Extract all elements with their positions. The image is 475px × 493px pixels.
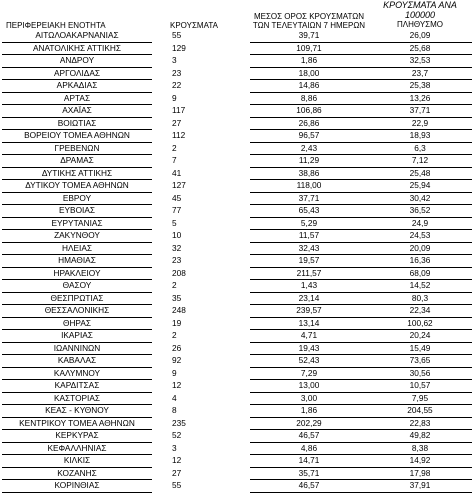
- cell-region: ΘΑΣΟΥ: [2, 280, 152, 293]
- cell-cases: 2: [172, 330, 177, 340]
- cell-region: ΘΗΡΑΣ: [2, 317, 152, 330]
- table-row: [2, 317, 472, 330]
- cell-rate: 80,3: [368, 292, 472, 305]
- table-row: [2, 55, 472, 68]
- table-row: [2, 117, 472, 130]
- cell-cases: 8: [172, 405, 177, 415]
- cell-avg: 13,00: [250, 380, 368, 393]
- cell-avg: 19,57: [250, 255, 368, 268]
- cell-cases: 9: [172, 367, 177, 378]
- cell-region: ΑΡΓΟΛΙΔΑΣ: [2, 67, 152, 80]
- table-row: [2, 305, 472, 318]
- table-row: [2, 367, 472, 380]
- cell-rate: 68,09: [368, 267, 472, 280]
- cell-avg: 96,57: [250, 130, 368, 143]
- cell-rate: 17,98: [368, 467, 472, 480]
- header-avg-line2: ΤΩΝ ΤΕΛΕΥΤΑΙΩΝ 7 ΗΜΕΡΩΝ: [252, 21, 366, 30]
- table-row: [2, 30, 472, 42]
- cell-rate: 25,94: [368, 180, 472, 193]
- cell-avg: 13,14: [250, 317, 368, 330]
- cell-rate: 20,09: [368, 242, 472, 255]
- cell-cases: 22: [172, 80, 182, 90]
- cell-rate: 8,38: [368, 442, 472, 455]
- cell-region: ΚΙΛΚΙΣ: [2, 455, 152, 468]
- cell-rate: 15,49: [368, 342, 472, 355]
- cell-cases: 9: [172, 92, 177, 103]
- cell-avg: 2,43: [250, 142, 368, 155]
- cell-rate: 36,52: [368, 205, 472, 218]
- cell-region: ΚΕΑΣ - ΚΥΘΝΟΥ: [2, 405, 152, 418]
- cell-cases: 129: [172, 42, 186, 53]
- cell-cases: 23: [172, 255, 182, 265]
- cell-cases: 41: [172, 167, 182, 178]
- cell-avg: 39,71: [250, 30, 368, 42]
- cell-avg: 23,14: [250, 292, 368, 305]
- cell-rate: 37,71: [368, 105, 472, 118]
- cell-cases: 26: [172, 342, 182, 353]
- cell-avg: 211,57: [250, 267, 368, 280]
- cell-rate: 32,53: [368, 55, 472, 68]
- cell-avg: 4,71: [250, 330, 368, 343]
- table-row: [2, 205, 472, 218]
- header-region: ΠΕΡΙΦΕΡΕΙΑΚΗ ΕΝΟΤΗΤΑ: [6, 21, 106, 30]
- header-avg-line1: ΜΕΣΟΣ ΟΡΟΣ ΚΡΟΥΣΜΑΤΩΝ: [253, 12, 365, 21]
- cell-avg: 38,86: [250, 167, 368, 180]
- cell-rate: 18,93: [368, 130, 472, 143]
- table-row: [2, 230, 472, 243]
- cell-avg: 26,86: [250, 117, 368, 130]
- cell-rate: 22,83: [368, 417, 472, 430]
- cell-region: ΚΕΡΚΥΡΑΣ: [2, 430, 152, 443]
- table-row: [2, 105, 472, 118]
- table-row: [2, 480, 472, 493]
- cell-region: ΑΡΚΑΔΙΑΣ: [2, 80, 152, 93]
- cell-region: ΑΙΤΩΛΟΑΚΑΡΝΑΝΙΑΣ: [2, 30, 152, 42]
- cell-region: ΖΑΚΥΝΘΟΥ: [2, 230, 152, 243]
- table-row: [2, 192, 472, 205]
- cell-region: ΚΕΦΑΛΛΗΝΙΑΣ: [2, 442, 152, 455]
- cell-cases: 12: [172, 380, 182, 390]
- cell-avg: 8,86: [250, 92, 368, 105]
- cell-cases: 2: [172, 142, 177, 153]
- header-rate-line1: ΚΡΟΥΣΜΑΤΑ ΑΝΑ 100000: [383, 0, 457, 20]
- cell-region: ΓΡΕΒΕΝΩΝ: [2, 142, 152, 155]
- table-row: [2, 292, 472, 305]
- cell-rate: 100,62: [368, 317, 472, 330]
- cell-rate: 26,09: [368, 30, 472, 42]
- cell-region: ΔΡΑΜΑΣ: [2, 155, 152, 168]
- cell-avg: 106,86: [250, 105, 368, 118]
- cell-cases: 2: [172, 280, 177, 290]
- cell-cases: 19: [172, 317, 182, 328]
- cell-avg: 1,43: [250, 280, 368, 293]
- cell-rate: 25,38: [368, 80, 472, 93]
- cell-region: ΒΟΙΩΤΙΑΣ: [2, 117, 152, 130]
- cell-cases: 3: [172, 442, 177, 453]
- cell-rate: 49,82: [368, 430, 472, 443]
- table-row: [2, 155, 472, 168]
- table-row: [2, 42, 472, 55]
- cell-rate: 73,65: [368, 355, 472, 368]
- cell-rate: 23,7: [368, 67, 472, 80]
- cell-cases: 117: [172, 105, 186, 115]
- cell-region: ΚΑΛΥΜΝΟΥ: [2, 367, 152, 380]
- cell-region: ΑΝΔΡΟΥ: [2, 55, 152, 68]
- cell-region: ΗΜΑΘΙΑΣ: [2, 255, 152, 268]
- cell-avg: 65,43: [250, 205, 368, 218]
- cell-region: ΕΥΡΥΤΑΝΙΑΣ: [2, 217, 152, 230]
- cell-region: ΘΕΣΣΑΛΟΝΙΚΗΣ: [2, 305, 152, 318]
- cell-rate: 30,56: [368, 367, 472, 380]
- cell-region: ΒΟΡΕΙΟΥ ΤΟΜΕΑ ΑΘΗΝΩΝ: [2, 130, 152, 143]
- cell-cases: 77: [172, 205, 182, 215]
- cell-cases: 92: [172, 355, 182, 365]
- cell-region: ΚΑΡΔΙΤΣΑΣ: [2, 380, 152, 393]
- cell-avg: 14,86: [250, 80, 368, 93]
- cell-region: ΑΡΤΑΣ: [2, 92, 152, 105]
- cell-avg: 4,86: [250, 442, 368, 455]
- table-row: [2, 405, 472, 418]
- cell-rate: 16,36: [368, 255, 472, 268]
- cell-region: ΚΟΡΙΝΘΙΑΣ: [2, 480, 152, 493]
- table-row: [2, 142, 472, 155]
- cell-rate: 30,42: [368, 192, 472, 205]
- cell-cases: 112: [172, 130, 186, 140]
- cell-rate: 7,95: [368, 392, 472, 405]
- table-row: [2, 355, 472, 368]
- cell-avg: 46,57: [250, 480, 368, 493]
- cell-avg: 11,57: [250, 230, 368, 243]
- cell-rate: 10,57: [368, 380, 472, 393]
- header-row: [2, 0, 472, 30]
- cell-cases: 248: [172, 305, 186, 315]
- cell-avg: 118,00: [250, 180, 368, 193]
- cell-avg: 5,29: [250, 217, 368, 230]
- cell-avg: 35,71: [250, 467, 368, 480]
- cell-avg: 18,00: [250, 67, 368, 80]
- cell-rate: 204,55: [368, 405, 472, 418]
- cases-table: [2, 0, 472, 493]
- cell-cases: 10: [172, 230, 182, 240]
- cell-region: ΑΧΑΪΑΣ: [2, 105, 152, 118]
- table-row: [2, 267, 472, 280]
- cell-avg: 52,43: [250, 355, 368, 368]
- table-row: [2, 180, 472, 193]
- cell-avg: 14,71: [250, 455, 368, 468]
- table-row: [2, 330, 472, 343]
- table-row: [2, 67, 472, 80]
- table-row: [2, 342, 472, 355]
- cell-cases: 4: [172, 392, 177, 403]
- cell-cases: 45: [172, 192, 182, 203]
- cell-rate: 22,34: [368, 305, 472, 318]
- table-row: [2, 80, 472, 93]
- cell-rate: 14,52: [368, 280, 472, 293]
- cell-cases: 235: [172, 417, 186, 428]
- cell-cases: 208: [172, 267, 186, 278]
- cell-region: ΘΕΣΠΡΩΤΙΑΣ: [2, 292, 152, 305]
- cell-region: ΚΕΝΤΡΙΚΟΥ ΤΟΜΕΑ ΑΘΗΝΩΝ: [2, 417, 152, 430]
- cell-cases: 5: [172, 217, 177, 228]
- table-row: [2, 455, 472, 468]
- cell-avg: 3,00: [250, 392, 368, 405]
- cell-avg: 37,71: [250, 192, 368, 205]
- table-row: [2, 167, 472, 180]
- table-row: [2, 442, 472, 455]
- cell-region: ΑΝΑΤΟΛΙΚΗΣ ΑΤΤΙΚΗΣ: [2, 42, 152, 55]
- header-cases: ΚΡΟΥΣΜΑΤΑ: [170, 21, 218, 30]
- cell-cases: 127: [172, 180, 186, 190]
- cell-cases: 3: [172, 55, 177, 65]
- table-row: [2, 467, 472, 480]
- cell-region: ΚΟΖΑΝΗΣ: [2, 467, 152, 480]
- cell-region: ΗΛΕΙΑΣ: [2, 242, 152, 255]
- cell-avg: 1,86: [250, 55, 368, 68]
- cell-rate: 25,48: [368, 167, 472, 180]
- table-row: [2, 242, 472, 255]
- cell-cases: 55: [172, 30, 182, 41]
- table-row: [2, 380, 472, 393]
- table-row: [2, 430, 472, 443]
- cell-region: ΙΚΑΡΙΑΣ: [2, 330, 152, 343]
- cell-rate: 6,3: [368, 142, 472, 155]
- cell-cases: 52: [172, 430, 182, 440]
- cell-region: ΔΥΤΙΚΟΥ ΤΟΜΕΑ ΑΘΗΝΩΝ: [2, 180, 152, 193]
- cell-cases: 27: [172, 467, 182, 478]
- cell-avg: 202,29: [250, 417, 368, 430]
- cell-avg: 32,43: [250, 242, 368, 255]
- header-rate: [368, 0, 472, 30]
- table-row: [2, 280, 472, 293]
- cell-avg: 109,71: [250, 42, 368, 55]
- cell-cases: 35: [172, 292, 182, 303]
- table-row: [2, 392, 472, 405]
- cell-rate: 7,12: [368, 155, 472, 168]
- cell-avg: 7,29: [250, 367, 368, 380]
- cell-cases: 55: [172, 480, 182, 490]
- cell-rate: 22,9: [368, 117, 472, 130]
- cell-cases: 32: [172, 242, 182, 253]
- cell-avg: 19,43: [250, 342, 368, 355]
- cell-region: ΙΩΑΝΝΙΝΩΝ: [2, 342, 152, 355]
- cell-region: ΚΑΒΑΛΑΣ: [2, 355, 152, 368]
- cell-cases: 7: [172, 155, 177, 165]
- header-avg: [250, 0, 368, 30]
- cell-avg: 46,57: [250, 430, 368, 443]
- cell-rate: 24,53: [368, 230, 472, 243]
- table-row: [2, 417, 472, 430]
- cell-cases: 12: [172, 455, 182, 465]
- cell-rate: 25,68: [368, 42, 472, 55]
- cell-region: ΗΡΑΚΛΕΙΟΥ: [2, 267, 152, 280]
- cell-rate: 37,91: [368, 480, 472, 493]
- cell-avg: 11,29: [250, 155, 368, 168]
- cell-rate: 13,26: [368, 92, 472, 105]
- cell-avg: 239,57: [250, 305, 368, 318]
- table-row: [2, 255, 472, 268]
- cell-rate: 14,92: [368, 455, 472, 468]
- cell-region: ΕΥΒΟΙΑΣ: [2, 205, 152, 218]
- cell-avg: 1,86: [250, 405, 368, 418]
- cell-region: ΚΑΣΤΟΡΙΑΣ: [2, 392, 152, 405]
- table-row: [2, 217, 472, 230]
- cell-rate: 24,9: [368, 217, 472, 230]
- header-rate-line2: ΠΛΗΘΥΣΜΟ: [396, 20, 444, 29]
- cell-region: ΔΥΤΙΚΗΣ ΑΤΤΙΚΗΣ: [2, 167, 152, 180]
- cell-rate: 20,24: [368, 330, 472, 343]
- table-row: [2, 130, 472, 143]
- cell-cases: 27: [172, 117, 182, 128]
- cell-region: ΕΒΡΟΥ: [2, 192, 152, 205]
- cell-cases: 23: [172, 67, 182, 78]
- table-row: [2, 92, 472, 105]
